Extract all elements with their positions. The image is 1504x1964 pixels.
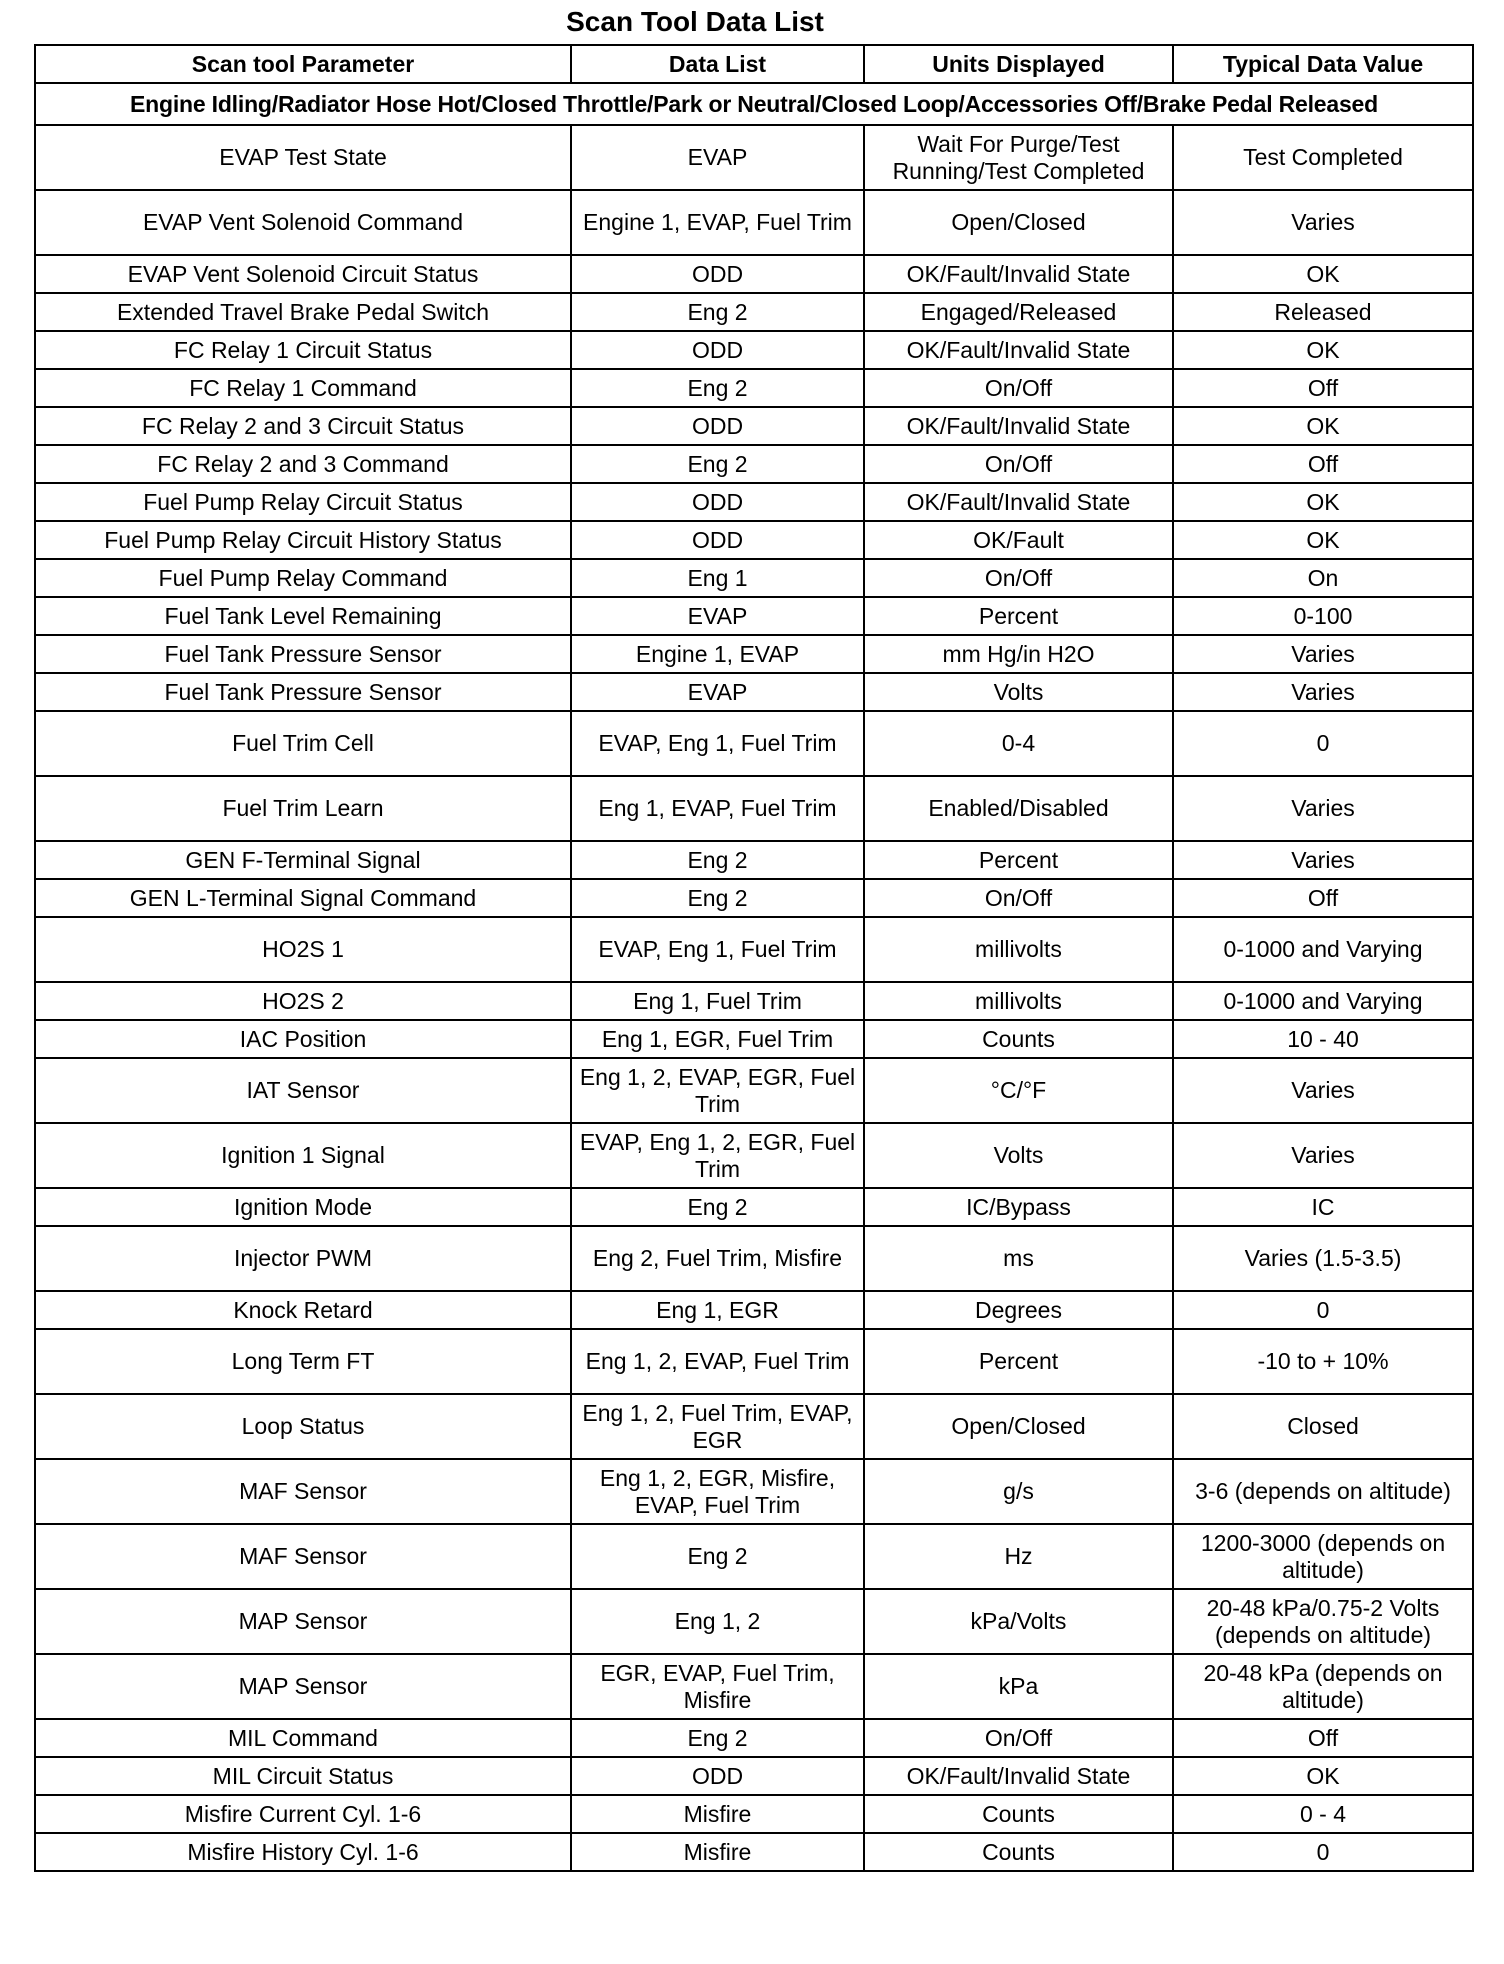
cell-units: IC/Bypass: [864, 1188, 1173, 1226]
cell-typical-value: OK: [1173, 483, 1473, 521]
cell-parameter: Fuel Tank Pressure Sensor: [35, 673, 571, 711]
cell-units: millivolts: [864, 982, 1173, 1020]
cell-parameter: Fuel Pump Relay Circuit Status: [35, 483, 571, 521]
cell-units: Volts: [864, 673, 1173, 711]
cell-parameter: Fuel Pump Relay Command: [35, 559, 571, 597]
cell-parameter: MAP Sensor: [35, 1654, 571, 1719]
cell-units: OK/Fault/Invalid State: [864, 331, 1173, 369]
cell-units: Percent: [864, 841, 1173, 879]
column-header-units: Units Displayed: [864, 45, 1173, 83]
cell-data-list: Eng 2: [571, 879, 864, 917]
cell-units: Hz: [864, 1524, 1173, 1589]
page-title: Scan Tool Data List: [566, 6, 824, 37]
cell-data-list: ODD: [571, 255, 864, 293]
cell-units: Open/Closed: [864, 1394, 1173, 1459]
cell-data-list: Eng 2, Fuel Trim, Misfire: [571, 1226, 864, 1291]
cell-data-list: Eng 2: [571, 841, 864, 879]
cell-parameter: EVAP Vent Solenoid Command: [35, 190, 571, 255]
table-row: [35, 1329, 1473, 1394]
cell-parameter: Fuel Tank Pressure Sensor: [35, 635, 571, 673]
table-row: [35, 1757, 1473, 1795]
cell-typical-value: 0-100: [1173, 597, 1473, 635]
cell-parameter: FC Relay 2 and 3 Circuit Status: [35, 407, 571, 445]
cell-data-list: Misfire: [571, 1833, 864, 1871]
cell-units: Open/Closed: [864, 190, 1173, 255]
cell-data-list: Eng 1: [571, 559, 864, 597]
cell-typical-value: 20-48 kPa (depends on altitude): [1173, 1654, 1473, 1719]
cell-typical-value: Varies: [1173, 190, 1473, 255]
cell-units: On/Off: [864, 445, 1173, 483]
table-row: [35, 879, 1473, 917]
cell-typical-value: Varies: [1173, 673, 1473, 711]
cell-typical-value: Off: [1173, 1719, 1473, 1757]
cell-data-list: EVAP, Eng 1, 2, EGR, Fuel Trim: [571, 1123, 864, 1188]
cell-units: kPa: [864, 1654, 1173, 1719]
cell-typical-value: OK: [1173, 331, 1473, 369]
cell-data-list: Engine 1, EVAP: [571, 635, 864, 673]
cell-typical-value: Varies (1.5-3.5): [1173, 1226, 1473, 1291]
cell-parameter: Fuel Trim Cell: [35, 711, 571, 776]
table-row: [35, 1654, 1473, 1719]
table-row: [35, 1291, 1473, 1329]
cell-units: ms: [864, 1226, 1173, 1291]
cell-data-list: Eng 1, 2, EVAP, Fuel Trim: [571, 1329, 864, 1394]
cell-typical-value: 3-6 (depends on altitude): [1173, 1459, 1473, 1524]
table-row: [35, 917, 1473, 982]
cell-parameter: Loop Status: [35, 1394, 571, 1459]
table-row: [35, 407, 1473, 445]
cell-units: millivolts: [864, 917, 1173, 982]
cell-data-list: Eng 2: [571, 369, 864, 407]
cell-typical-value: Varies: [1173, 776, 1473, 841]
cell-typical-value: Released: [1173, 293, 1473, 331]
cell-parameter: GEN L-Terminal Signal Command: [35, 879, 571, 917]
cell-units: On/Off: [864, 1719, 1173, 1757]
cell-data-list: Eng 1, EVAP, Fuel Trim: [571, 776, 864, 841]
cell-data-list: Eng 2: [571, 293, 864, 331]
cell-data-list: EVAP: [571, 125, 864, 190]
cell-data-list: Eng 1, 2: [571, 1589, 864, 1654]
table-row: [35, 1589, 1473, 1654]
cell-units: Percent: [864, 1329, 1173, 1394]
table-row: [35, 445, 1473, 483]
cell-data-list: Eng 1, EGR, Fuel Trim: [571, 1020, 864, 1058]
cell-units: kPa/Volts: [864, 1589, 1173, 1654]
cell-typical-value: 0-1000 and Varying: [1173, 982, 1473, 1020]
cell-parameter: Fuel Tank Level Remaining: [35, 597, 571, 635]
table-row: [35, 1459, 1473, 1524]
cell-units: OK/Fault: [864, 521, 1173, 559]
cell-data-list: ODD: [571, 1757, 864, 1795]
cell-typical-value: Varies: [1173, 635, 1473, 673]
cell-parameter: MAP Sensor: [35, 1589, 571, 1654]
cell-units: Counts: [864, 1020, 1173, 1058]
cell-data-list: ODD: [571, 407, 864, 445]
cell-parameter: Ignition 1 Signal: [35, 1123, 571, 1188]
header-row: [35, 45, 1473, 83]
table-row: [35, 1123, 1473, 1188]
cell-typical-value: Varies: [1173, 1058, 1473, 1123]
cell-parameter: EVAP Vent Solenoid Circuit Status: [35, 255, 571, 293]
cell-typical-value: OK: [1173, 407, 1473, 445]
cell-units: Degrees: [864, 1291, 1173, 1329]
cell-parameter: Ignition Mode: [35, 1188, 571, 1226]
table-row: [35, 1394, 1473, 1459]
cell-data-list: EVAP, Eng 1, Fuel Trim: [571, 711, 864, 776]
cell-typical-value: 0: [1173, 1833, 1473, 1871]
cell-units: Engaged/Released: [864, 293, 1173, 331]
cell-parameter: FC Relay 1 Circuit Status: [35, 331, 571, 369]
cell-typical-value: Off: [1173, 879, 1473, 917]
cell-data-list: Eng 1, Fuel Trim: [571, 982, 864, 1020]
cell-units: Volts: [864, 1123, 1173, 1188]
table-row: [35, 597, 1473, 635]
cell-parameter: MIL Command: [35, 1719, 571, 1757]
cell-data-list: Eng 1, 2, EGR, Misfire, EVAP, Fuel Trim: [571, 1459, 864, 1524]
cell-parameter: MAF Sensor: [35, 1459, 571, 1524]
table-row: [35, 331, 1473, 369]
cell-data-list: Eng 2: [571, 1719, 864, 1757]
condition-row: [35, 83, 1473, 125]
cell-typical-value: OK: [1173, 1757, 1473, 1795]
cell-data-list: EGR, EVAP, Fuel Trim, Misfire: [571, 1654, 864, 1719]
cell-units: Wait For Purge/Test Running/Test Completed: [864, 125, 1173, 190]
table-body: [35, 83, 1473, 1871]
cell-parameter: Misfire Current Cyl. 1-6: [35, 1795, 571, 1833]
cell-units: g/s: [864, 1459, 1173, 1524]
cell-parameter: Extended Travel Brake Pedal Switch: [35, 293, 571, 331]
cell-parameter: EVAP Test State: [35, 125, 571, 190]
cell-typical-value: Varies: [1173, 1123, 1473, 1188]
cell-data-list: ODD: [571, 331, 864, 369]
table-row: [35, 1795, 1473, 1833]
table-row: [35, 776, 1473, 841]
cell-parameter: Knock Retard: [35, 1291, 571, 1329]
cell-units: Percent: [864, 597, 1173, 635]
column-header-data-list: Data List: [571, 45, 864, 83]
cell-typical-value: Closed: [1173, 1394, 1473, 1459]
column-header-typical-value: Typical Data Value: [1173, 45, 1473, 83]
cell-typical-value: OK: [1173, 255, 1473, 293]
cell-data-list: Eng 2: [571, 1524, 864, 1589]
cell-parameter: GEN F-Terminal Signal: [35, 841, 571, 879]
table-row: [35, 1524, 1473, 1589]
cell-typical-value: 0 - 4: [1173, 1795, 1473, 1833]
cell-parameter: Fuel Trim Learn: [35, 776, 571, 841]
cell-data-list: Eng 2: [571, 1188, 864, 1226]
cell-units: Counts: [864, 1833, 1173, 1871]
cell-parameter: FC Relay 1 Command: [35, 369, 571, 407]
cell-typical-value: Varies: [1173, 841, 1473, 879]
cell-typical-value: OK: [1173, 521, 1473, 559]
cell-typical-value: Off: [1173, 445, 1473, 483]
table-row: [35, 673, 1473, 711]
cell-data-list: EVAP: [571, 597, 864, 635]
table-row: [35, 711, 1473, 776]
cell-parameter: HO2S 1: [35, 917, 571, 982]
cell-typical-value: Off: [1173, 369, 1473, 407]
table-row: [35, 1020, 1473, 1058]
cell-data-list: EVAP, Eng 1, Fuel Trim: [571, 917, 864, 982]
cell-parameter: MIL Circuit Status: [35, 1757, 571, 1795]
cell-parameter: HO2S 2: [35, 982, 571, 1020]
cell-typical-value: On: [1173, 559, 1473, 597]
cell-parameter: IAC Position: [35, 1020, 571, 1058]
table-row: [35, 982, 1473, 1020]
cell-units: Enabled/Disabled: [864, 776, 1173, 841]
condition-text: Engine Idling/Radiator Hose Hot/Closed Throttle/Park or Neutral/Closed Loop/Accessories Off/Brake Pedal Released: [35, 83, 1473, 125]
cell-parameter: Fuel Pump Relay Circuit History Status: [35, 521, 571, 559]
cell-parameter: FC Relay 2 and 3 Command: [35, 445, 571, 483]
cell-data-list: Misfire: [571, 1795, 864, 1833]
table-row: [35, 369, 1473, 407]
scan-tool-data-table: [34, 44, 1474, 1872]
table-row: [35, 190, 1473, 255]
cell-typical-value: 0-1000 and Varying: [1173, 917, 1473, 982]
table-row: [35, 125, 1473, 190]
cell-units: On/Off: [864, 879, 1173, 917]
cell-parameter: MAF Sensor: [35, 1524, 571, 1589]
cell-typical-value: 0: [1173, 1291, 1473, 1329]
table-row: [35, 841, 1473, 879]
cell-typical-value: 1200-3000 (depends on altitude): [1173, 1524, 1473, 1589]
cell-typical-value: 20-48 kPa/0.75-2 Volts (depends on altitude): [1173, 1589, 1473, 1654]
cell-parameter: Injector PWM: [35, 1226, 571, 1291]
cell-data-list: EVAP: [571, 673, 864, 711]
cell-data-list: ODD: [571, 483, 864, 521]
cell-parameter: IAT Sensor: [35, 1058, 571, 1123]
cell-typical-value: Test Completed: [1173, 125, 1473, 190]
cell-units: On/Off: [864, 369, 1173, 407]
cell-data-list: Eng 1, EGR: [571, 1291, 864, 1329]
cell-units: °C/°F: [864, 1058, 1173, 1123]
table-row: [35, 635, 1473, 673]
table-row: [35, 559, 1473, 597]
cell-data-list: Engine 1, EVAP, Fuel Trim: [571, 190, 864, 255]
table-row: [35, 1058, 1473, 1123]
cell-units: On/Off: [864, 559, 1173, 597]
cell-units: OK/Fault/Invalid State: [864, 407, 1173, 445]
table-row: [35, 1188, 1473, 1226]
table-row: [35, 1226, 1473, 1291]
cell-units: OK/Fault/Invalid State: [864, 1757, 1173, 1795]
column-header-parameter: Scan tool Parameter: [35, 45, 571, 83]
cell-data-list: ODD: [571, 521, 864, 559]
cell-parameter: Long Term FT: [35, 1329, 571, 1394]
cell-data-list: Eng 1, 2, Fuel Trim, EVAP, EGR: [571, 1394, 864, 1459]
cell-units: mm Hg/in H2O: [864, 635, 1173, 673]
cell-units: OK/Fault/Invalid State: [864, 483, 1173, 521]
cell-data-list: Eng 2: [571, 445, 864, 483]
cell-units: 0-4: [864, 711, 1173, 776]
cell-typical-value: -10 to + 10%: [1173, 1329, 1473, 1394]
table-row: [35, 521, 1473, 559]
cell-units: Counts: [864, 1795, 1173, 1833]
cell-parameter: Misfire History Cyl. 1-6: [35, 1833, 571, 1871]
table-row: [35, 255, 1473, 293]
table-row: [35, 1719, 1473, 1757]
cell-data-list: Eng 1, 2, EVAP, EGR, Fuel Trim: [571, 1058, 864, 1123]
table-row: [35, 293, 1473, 331]
cell-typical-value: IC: [1173, 1188, 1473, 1226]
cell-units: OK/Fault/Invalid State: [864, 255, 1173, 293]
table-row: [35, 483, 1473, 521]
cell-typical-value: 0: [1173, 711, 1473, 776]
cell-typical-value: 10 - 40: [1173, 1020, 1473, 1058]
table-row: [35, 1833, 1473, 1871]
